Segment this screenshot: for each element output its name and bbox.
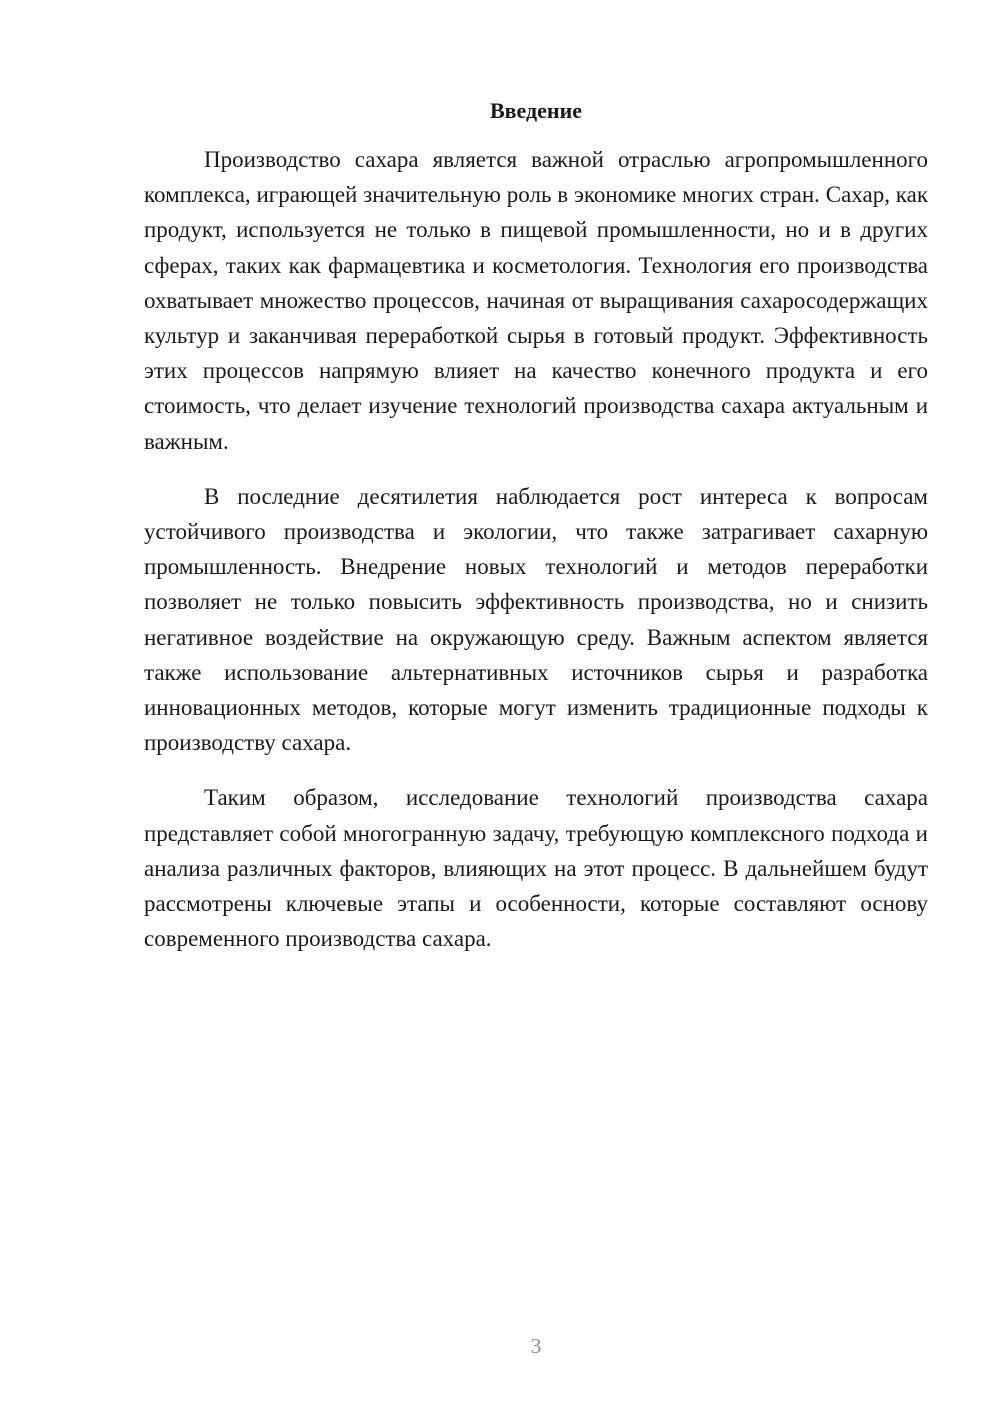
paragraph-1: Производство сахара является важной отраслью агропромышленного комплекса, играющей значительную роль в экономике многих стран. Сахар, как продукт, используется не только в пищевой промышленности, но и в других сферах, таких как фармацевтика и косметология. Технология его производства охватывает множество процессов, начиная от выращивания сахаросодержащих культур и заканчивая переработкой сырья в готовый продукт. Эффективность этих процессов напрямую влияет на качество конечного продукта и его стоимость, что делает изучение технологий производства сахара актуальным и важным. xyxy=(144,147,928,454)
section-heading: Введение xyxy=(489,98,583,123)
paragraph-3: Таким образом, исследование технологий производства сахара представляет собой многогранную задачу, требующую комплексного подхода и анализа различных факторов, влияющих на этот процесс. В дальнейшем будут рассмотрены ключевые этапы и особенности, которые составляют основу современного производства сахара. xyxy=(144,785,928,952)
body-text xyxy=(144,142,928,976)
paragraph-2: В последние десятилетия наблюдается рост интереса к вопросам устойчивого производства и экологии, что также затрагивает сахарную промышленность. Внедрение новых технологий и методов переработки позволяет не только повысить эффективность производства, но и снизить негативное воздействие на окружающую среду. Важным аспектом является также использование альтернативных источников сырья и разработка инновационных методов, которые могут изменить традиционные подходы к производству сахара. xyxy=(144,483,928,756)
page-number: 3 xyxy=(530,1334,542,1358)
